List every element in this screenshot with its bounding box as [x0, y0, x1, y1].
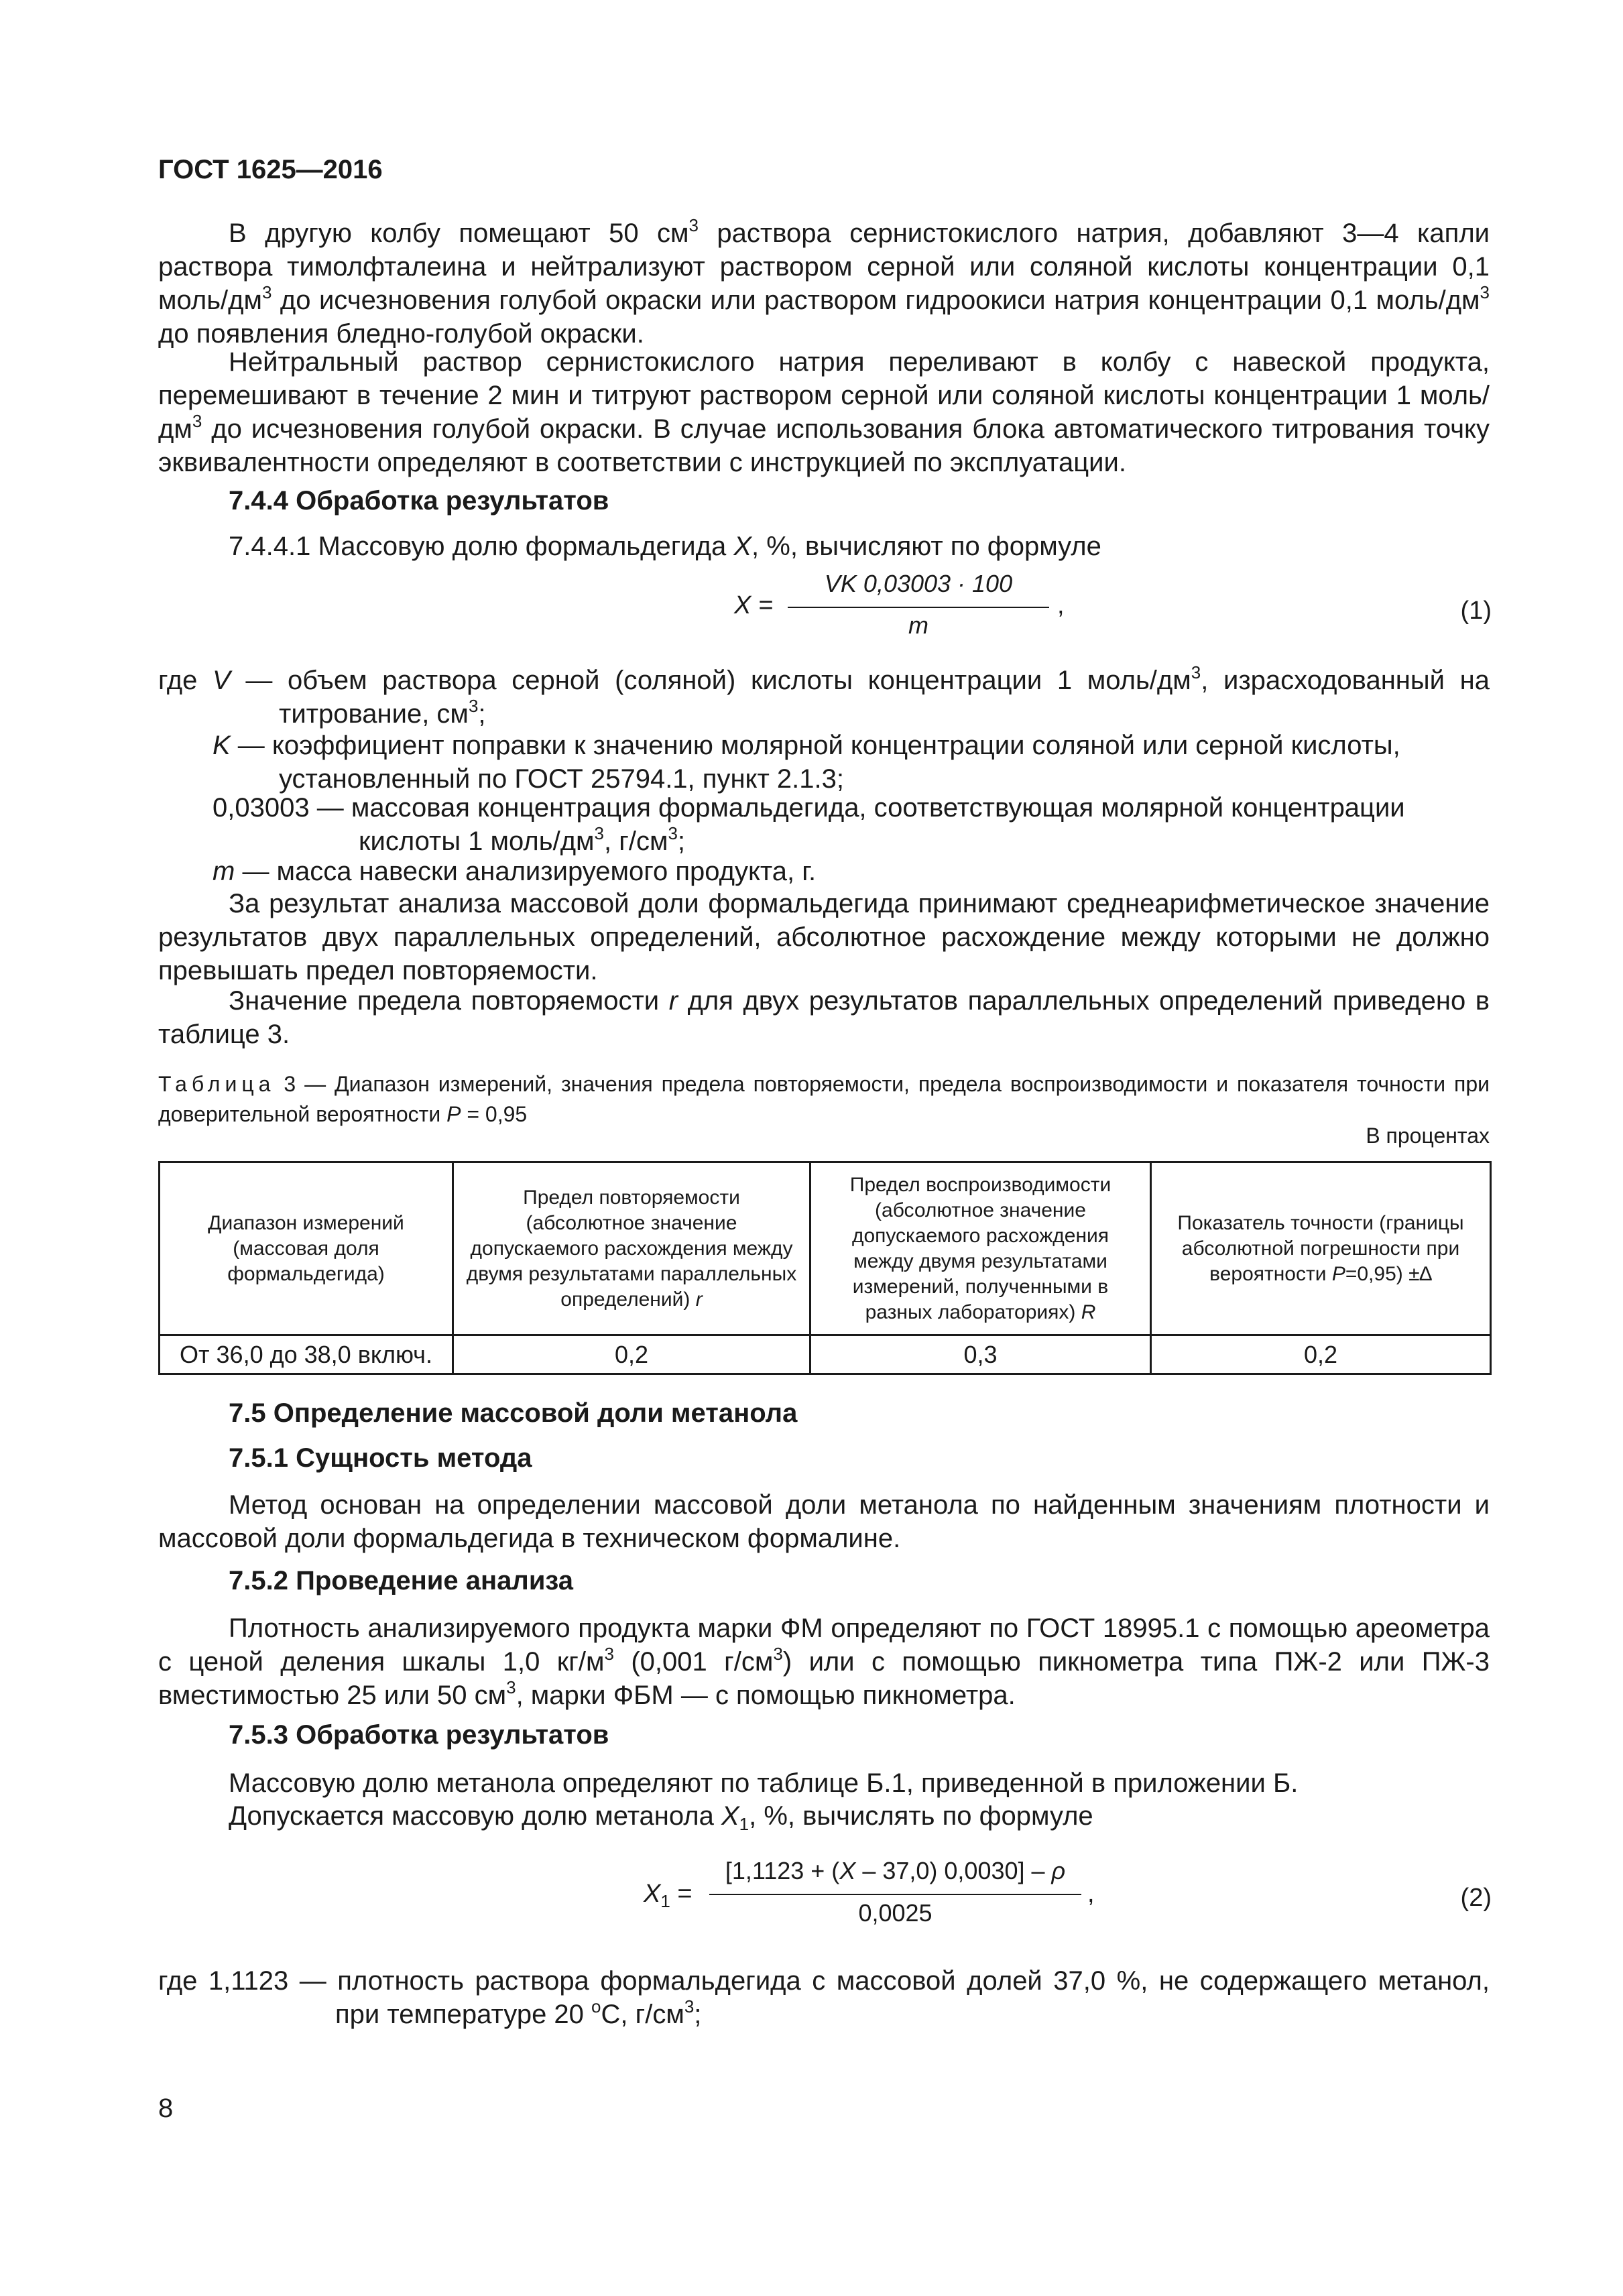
paragraph-1: В другую колбу помещают 50 $см^3$ раствора сернистокислого натрия, добавляют 3—4 капли раствора тимолфталеина и нейтрализуют раствором серной или соляной кислоты концентрации 0,1 моль/$дм^3$ до исчезновения голубой окраски или раствором гидроокиси натрия концентрации 0,1 моль/$дм^3$ до появления бледно-голубой окраски.	[158, 215, 1490, 349]
table-header-cell: Предел воспроизводимости (абсолютное значение допускаемого расхождения между двумя результатами измерений, полученными в разных лабораториях) R	[810, 1162, 1151, 1335]
table-cell: 0,2	[453, 1335, 810, 1374]
paragraph-7-5-1: Метод основан на определении массовой доли метанола по найденным значениям плотности и массовой доли формальдегида в техническом формалине.	[158, 1490, 1490, 1553]
table-3-caption: Таблица 3 — Диапазон измерений, значения предела повторяемости, предела воспроизводимости и показателя точности при доверительной вероятности P = 0,95	[158, 1072, 1490, 1126]
table-header-cell: Показатель точности (границы абсолютной погрешности при вероятности P=0,95) ±∆	[1151, 1162, 1491, 1335]
formula-2-numerator: [1,1123 + (X – 37,0) 0,0030] – ρ	[725, 1857, 1066, 1884]
formula-1-numerator: VK 0,03003 · 100	[824, 570, 1013, 597]
table-cell: 0,3	[810, 1335, 1151, 1374]
legend-k: K — коэффициент поправки к значению молярной концентрации соляной или серной кислоты, установленный по ГОСТ 25794.1, пункт 2.1.3;	[213, 731, 1400, 794]
paragraph-7-5-2: Плотность анализируемого продукта марки ФМ определяют по ГОСТ 18995.1 с помощью ареометра с ценой деления шкалы 1,0 $кг/м^3$ (0,001 $г/см^3$) или с помощью пикнометра типа ПЖ-2 или ПЖ-3 вместимостью 25 или 50 $см^3$, марки ФБМ — с помощью пикнометра.	[158, 1614, 1490, 1710]
legend-c: 0,03003 — массовая концентрация формальдегида, соответствующая молярной концентрации кислоты 1 моль/$дм^3$, $г/см^3$;	[213, 793, 1405, 856]
page-number: 8	[158, 2094, 174, 2123]
table-3	[158, 1161, 1492, 1375]
paragraph-2: Нейтральный раствор сернистокислого натрия переливают в колбу с навеской продукта, перемешивают в течение 2 мин и титруют раствором серной или соляной кислоты концентрации 1 моль/$дм^3$ до исчезновения голубой окраски. В случае использования блока автоматического титрования точку эквивалентности определяют в соответствии с инструкцией по эксплуатации.	[158, 347, 1490, 477]
paragraph-3: За результат анализа массовой доли формальдегида принимают среднеарифметическое значение результатов двух параллельных определений, абсолютное расхождение между которыми не должно превышать предел повторяемости.	[158, 889, 1490, 985]
table-cell: От 36,0 до 38,0 включ.	[160, 1335, 453, 1374]
heading-7-4-4: 7.4.4 Обработка результатов	[229, 486, 609, 516]
heading-7-5-2: 7.5.2 Проведение анализа	[229, 1566, 574, 1595]
table-header-row	[160, 1162, 1491, 1335]
formula-1-comma: ,	[1057, 591, 1065, 619]
table-cell: 0,2	[1151, 1335, 1491, 1374]
fraction-bar	[709, 1894, 1081, 1895]
table-header-cell: Предел повторяемости (абсолютное значение допускаемого расхождения между двумя результатами параллельных определений) r	[453, 1162, 810, 1335]
legend-v: где V — объем раствора серной (соляной) кислоты концентрации 1 моль/$дм^3$, израсходованный на титрование, $см^3$;	[158, 662, 1490, 729]
formula-1	[734, 570, 1492, 650]
formula-2	[644, 1857, 1492, 1937]
formula-2-lhs: $X_1$ =	[644, 1880, 693, 1911]
legend-m: m — масса навески анализируемого продукта, г.	[213, 857, 817, 886]
formula-2-number: (2)	[1460, 1884, 1492, 1912]
formula-2-denominator: 0,0025	[858, 1899, 933, 1927]
heading-7-5-1: 7.5.1 Сущность метода	[229, 1443, 532, 1473]
table-header-cell: Диапазон измерений (массовая доля формальдегида)	[160, 1162, 453, 1335]
paragraph-4: Значение предела повторяемости r для двух результатов параллельных определений приведено в таблице 3.	[158, 986, 1490, 1049]
legend-2: где 1,1123 — плотность раствора формальдегида с массовой долей 37,0 %, не содержащего метанол, при температуре 20 $^о$С, $г/см^3$;	[158, 1966, 1490, 2029]
formula-1-denominator: m	[908, 611, 928, 639]
fraction-bar	[788, 607, 1049, 608]
formula-2-comma: ,	[1087, 1880, 1095, 1908]
standard-header: ГОСТ 1625—2016	[158, 155, 383, 184]
formula-1-number: (1)	[1460, 597, 1492, 625]
heading-7-5-3: 7.5.3 Обработка результатов	[229, 1720, 609, 1750]
table-row	[160, 1335, 1491, 1374]
heading-7-5: 7.5 Определение массовой доли метанола	[229, 1398, 798, 1428]
paragraph-7-5-3-b: Допускается массовую долю метанола $X_1$, %, вычислять по формуле	[229, 1801, 1093, 1834]
table-3-units: В процентах	[1366, 1124, 1490, 1148]
paragraph-7-4-4-1: 7.4.4.1 Массовую долю формальдегида X, %, вычисляют по формуле	[229, 532, 1101, 561]
formula-1-lhs: X =	[734, 591, 774, 619]
paragraph-7-5-3-a: Массовую долю метанола определяют по таблице Б.1, приведенной в приложении Б.	[229, 1768, 1299, 1798]
